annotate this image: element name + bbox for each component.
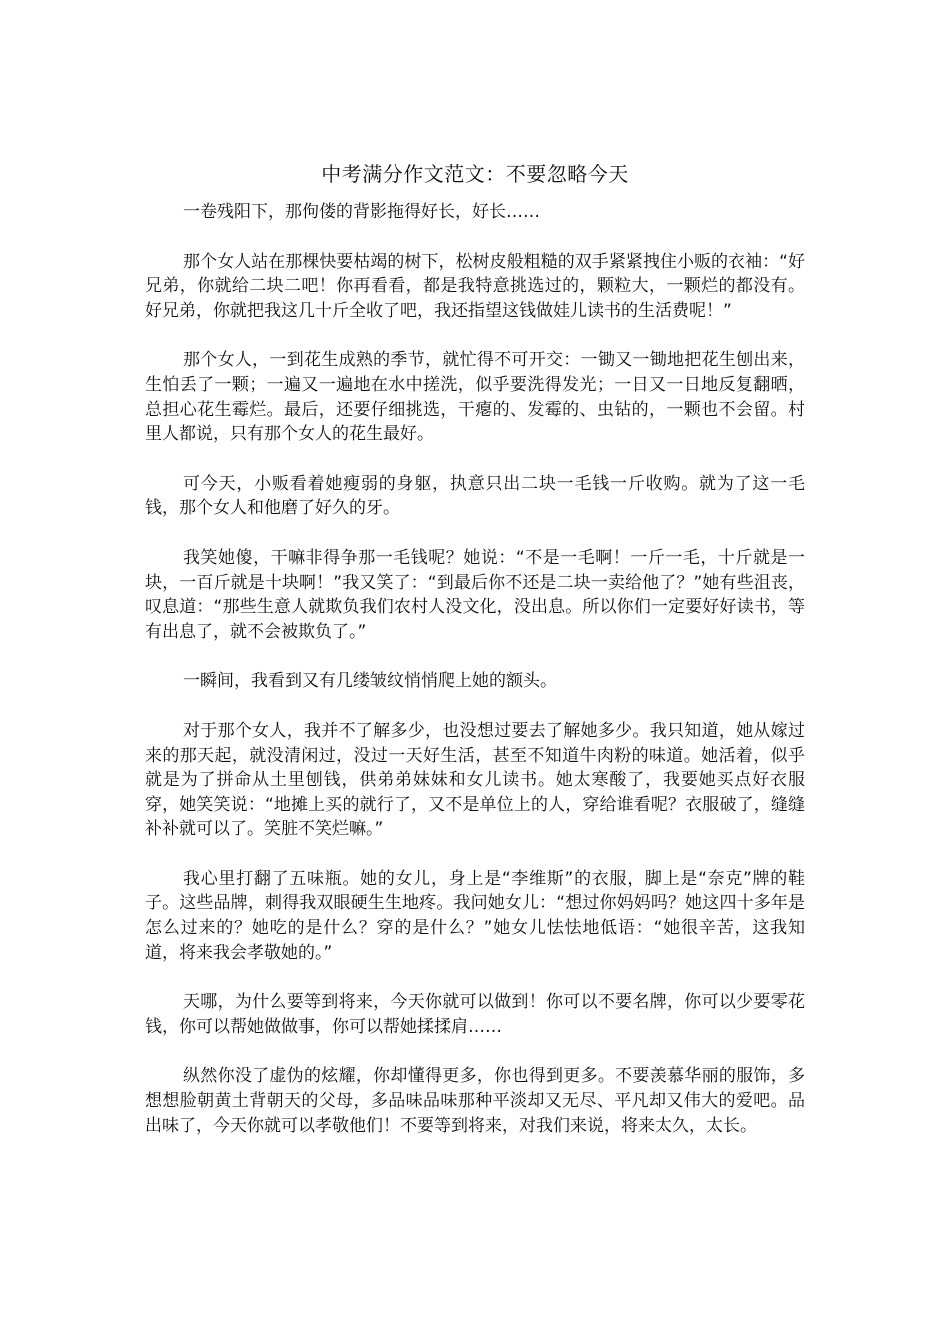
document-title: 中考满分作文范文：不要忽略今天 [321,162,629,186]
document-body [145,200,805,1138]
paragraph-3: 那个女人，一到花生成熟的季节，就忙得不可开交：一锄又一锄地把花生刨出来，生怕丢了一颗；一遍又一遍地在水中搓洗，似乎要洗得发光；一日又一日地反复翻晒，总担心花生霉烂。最后，还要仔细挑选，干瘪的、发霉的、虫钻的，一颗也不会留。村里人都说，只有那个女人的花生最好。 [145,350,805,445]
paragraph-5: 我笑她傻，干嘛非得争那一毛钱呢？她说：“不是一毛啊！一斤一毛，十斤就是一块，一百斤就是十块啊！”我又笑了：“到最后你不还是二块一卖给他了？”她有些沮丧，叹息道：“那些生意人就欺负我们农村人没文化，没出息。所以你们一定要好好读书，等有出息了，就不会被欺负了。” [145,547,805,642]
paragraph-7: 对于那个女人，我并不了解多少，也没想过要去了解她多少。我只知道，她从嫁过来的那天起，就没清闲过，没过一天好生活，甚至不知道牛肉粉的味道。她活着，似乎就是为了拼命从土里刨钱，供弟弟妹妹和女儿读书。她太寒酸了，我要她买点好衣服穿，她笑笑说：“地摊上买的就行了，又不是单位上的人，穿给谁看呢？衣服破了，缝缝补补就可以了。笑脏不笑烂嘛。” [145,720,805,840]
paragraph-4: 可今天，小贩看着她瘦弱的身躯，执意只出二块一毛钱一斤收购。就为了这一毛钱，那个女人和他磨了好久的牙。 [145,473,805,519]
paragraph-2: 那个女人站在那棵快要枯竭的树下，松树皮般粗糙的双手紧紧拽住小贩的衣袖：“好兄弟，你就给二块二吧！你再看看，都是我特意挑选过的，颗粒大，一颗烂的都没有。好兄弟，你就把我这几十斤全收了吧，我还指望这钱做娃儿读书的生活费呢！” [145,251,805,321]
paragraph-1: 一卷残阳下，那佝偻的背影拖得好长，好长…… [183,202,540,222]
paragraph-6: 一瞬间，我看到又有几缕皱纹悄悄爬上她的额头。 [183,671,557,692]
paragraph-10: 纵然你没了虚伪的炫耀，你却懂得更多，你也得到更多。不要羡慕华丽的服饰，多想想脸朝黄土背朝天的父母，多品味品味那种平淡却又无尽、平凡却又伟大的爱吧。品出味了，今天你就可以孝敬他们！不要等到将来，对我们来说，将来太久，太长。 [145,1066,805,1136]
paragraph-9: 天哪，为什么要等到将来，今天你就可以做到！你可以不要名牌，你可以少要零花钱，你可以帮她做做事，你可以帮她揉揉肩…… [145,992,805,1037]
paragraph-8: 我心里打翻了五味瓶。她的女儿，身上是“李维斯”的衣服，脚上是“奈克”牌的鞋子。这些品牌，刺得我双眼硬生生地疼。我问她女儿：“想过你妈妈吗？她这四十多年是怎么过来的？她吃的是什么？穿的是什么？”她女儿怯怯地低语：“她很辛苦，这我知道，将来我会孝敬她的。” [145,868,805,963]
